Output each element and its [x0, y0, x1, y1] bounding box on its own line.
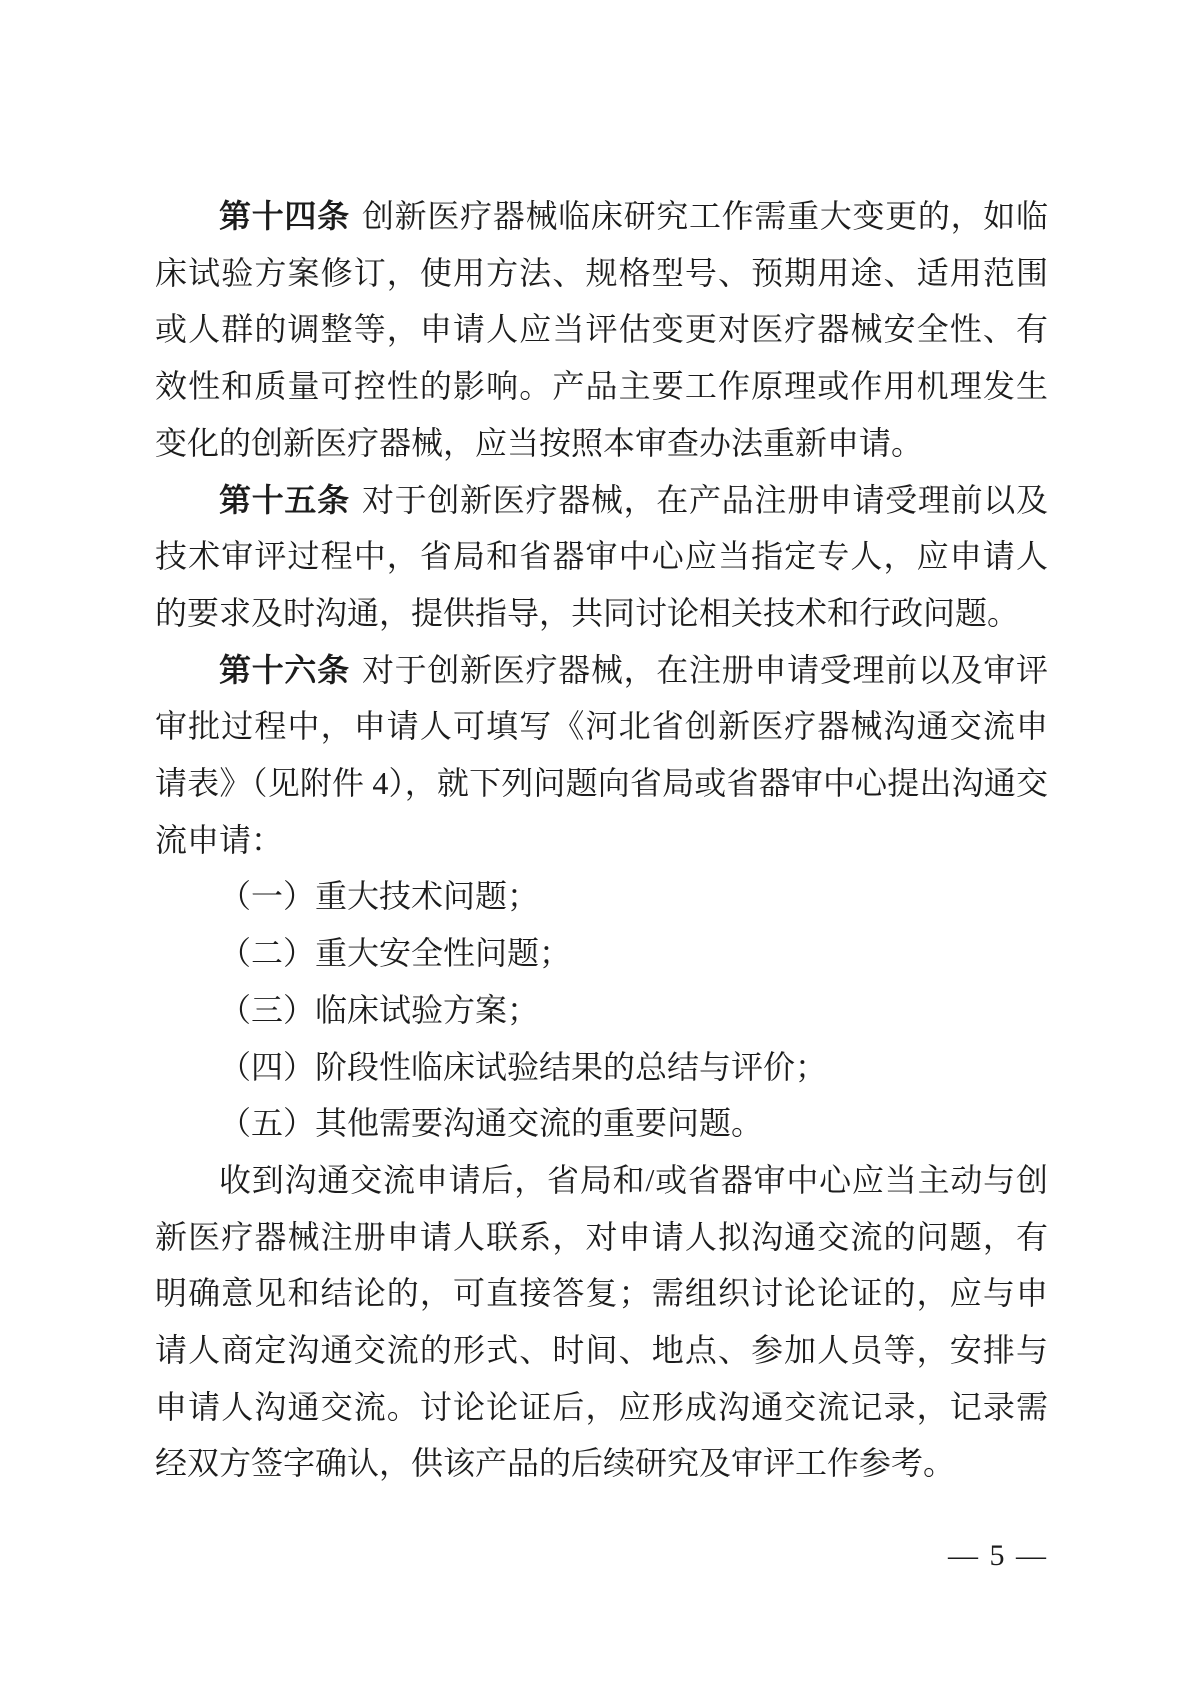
article-16-text: 对于创新医疗器械，在注册申请受理前以及审评审批过程中，申请人可填写《河北省创新医疗器械沟通交流申请表》（见附件 4），就下列问题向省局或省器审中心提出沟通交流申请： — [155, 651, 1048, 858]
list-item-2: （二）重大安全性问题； — [219, 935, 572, 972]
article-14-text: 创新医疗器械临床研究工作需重大变更的，如临床试验方案修订，使用方法、规格型号、预期用途、适用范围或人群的调整等，申请人应当评估变更对医疗器械安全性、有效性和质量可控性的影响。产品主要工作原理或作用机理发生变化的创新医疗器械，应当按照本审查办法重新申请。 — [155, 198, 1048, 461]
article-16-paragraph — [155, 642, 1048, 869]
article-15-paragraph — [155, 472, 1048, 642]
list-item-4: （四）阶段性临床试验结果的总结与评价； — [219, 1048, 828, 1085]
document-body — [155, 188, 1048, 1492]
list-item-5: （五）其他需要沟通交流的重要问题。 — [219, 1105, 764, 1142]
article-14-term: 第十四条 — [219, 198, 350, 234]
article-14-paragraph — [155, 188, 1048, 472]
list-item-3: （三）临床试验方案； — [219, 991, 540, 1028]
page-number: — 5 — — [948, 1539, 1048, 1572]
article-15-term: 第十五条 — [219, 481, 350, 518]
article-16-term: 第十六条 — [219, 651, 350, 688]
list-item-1: （一）重大技术问题； — [219, 878, 540, 915]
closing-paragraph: 收到沟通交流申请后，省局和/或省器审中心应当主动与创新医疗器械注册申请人联系，对申请人拟沟通交流的问题，有明确意见和结论的，可直接答复；需组织讨论论证的，应与申请人商定沟通交流的形式、时间、地点、参加人员等，安排与申请人沟通交流。讨论论证后，应形成沟通交流记录，记录需经双方签字确认，供该产品的后续研究及审评工作参考。 — [155, 1161, 1048, 1482]
article-15-text: 对于创新医疗器械，在产品注册申请受理前以及技术审评过程中，省局和省器审中心应当指定专人，应申请人的要求及时沟通，提供指导，共同讨论相关技术和行政问题。 — [155, 481, 1048, 631]
